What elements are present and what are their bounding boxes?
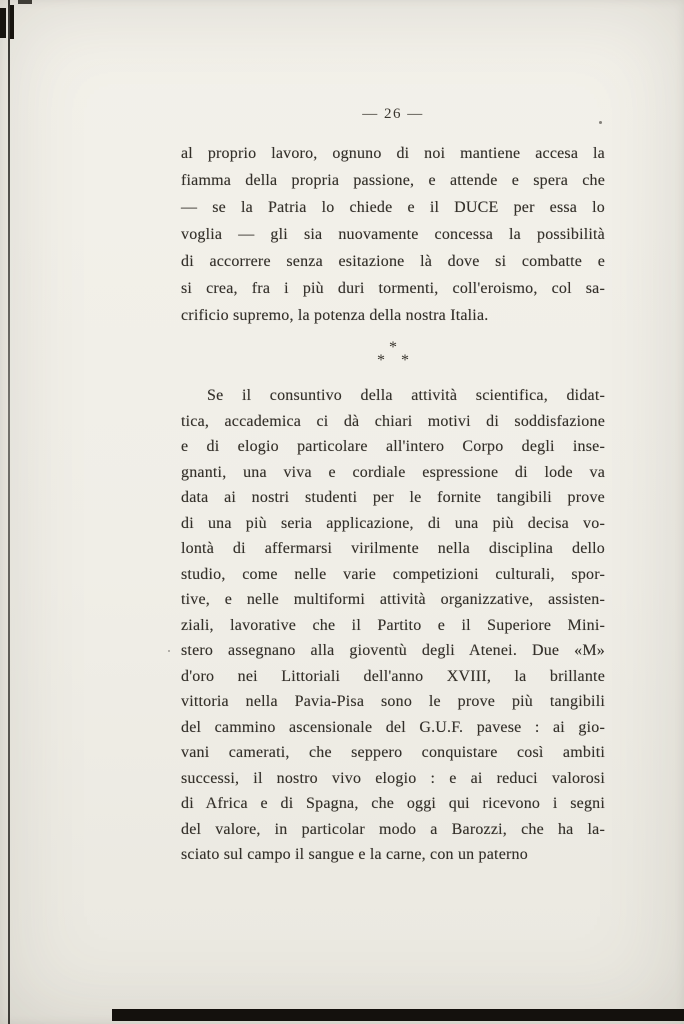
scan-artifact-corner-mark	[0, 8, 6, 38]
text-line: successi, il nostro vivo elogio : e ai reduci valorosi	[181, 769, 605, 787]
text-line: sciato sul campo il sangue e la carne, con un paterno	[181, 846, 528, 863]
text-line: vittoria nella Pavia-Pisa sono le prove più tangibili	[181, 693, 605, 710]
text-line: Se il consuntivo della attività scientifica, didat-	[207, 387, 605, 404]
scan-artifact-corner-mark	[18, 0, 32, 4]
text-line: ziali, lavorative che il Partito e il Superiore Mini-	[181, 616, 605, 634]
text-line: del valore, in particolar modo a Barozzi, che ha la-	[181, 820, 605, 838]
paragraph-1	[181, 140, 605, 329]
text-line: si crea, fra i più duri tormenti, coll'eroismo, col sa-	[181, 280, 605, 297]
page-number: — 26 —	[362, 106, 424, 122]
text-line: tica, accademica ci dà chiari motivi di soddisfazione	[181, 412, 605, 430]
binding-spine-line	[8, 0, 10, 1024]
text-line: di una più seria applicazione, di una più decisa vo-	[181, 514, 605, 532]
text-line: gnanti, una viva e cordiale espressione di lode va	[181, 463, 605, 481]
text-line: voglia — gli sia nuovamente concessa la possibilità	[181, 226, 605, 243]
text-line: tive, e nelle multiformi attività organizzative, assisten-	[181, 591, 605, 608]
text-line: fiamma della propria passione, e attende e spera che	[181, 172, 605, 189]
separator-asterisk-top: *	[389, 339, 397, 356]
text-line: d'oro nei Littoriali dell'anno XVIII, la brillante	[181, 667, 605, 685]
text-line: vani camerati, che seppero conquistare così ambiti	[181, 744, 605, 761]
section-separator	[181, 341, 605, 367]
text-line: studio, come nelle varie competizioni culturali, spor-	[181, 565, 605, 583]
text-line: di Africa e di Spagna, che oggi qui ricevono i segni	[181, 795, 605, 812]
text-line: al proprio lavoro, ognuno di noi mantiene accesa la	[181, 145, 605, 162]
text-line: di accorrere senza esitazione là dove si combatte e	[181, 253, 605, 270]
scan-artifact-speck	[168, 650, 170, 652]
text-line: data ai nostri studenti per le fornite tangibili prove	[181, 489, 605, 506]
scan-artifact-corner-mark	[10, 5, 14, 39]
text-line: — se la Patria lo chiede e il DUCE per essa lo	[181, 199, 605, 216]
text-line: stero assegnano alla gioventù degli Atenei. Due «M»	[181, 642, 605, 659]
text-line: e di elogio particolare all'intero Corpo degli inse-	[181, 438, 605, 455]
paragraph-2	[181, 383, 605, 868]
separator-asterisks-bottom: * *	[377, 352, 415, 369]
text-line: lontà di affermarsi virilmente nella disciplina dello	[181, 540, 605, 557]
scan-artifact-bottom-bar	[112, 1009, 684, 1021]
text-line: del cammino ascensionale del G.U.F. pavese : ai gio-	[181, 718, 605, 736]
text-line: crificio supremo, la potenza della nostra Italia.	[181, 307, 489, 324]
